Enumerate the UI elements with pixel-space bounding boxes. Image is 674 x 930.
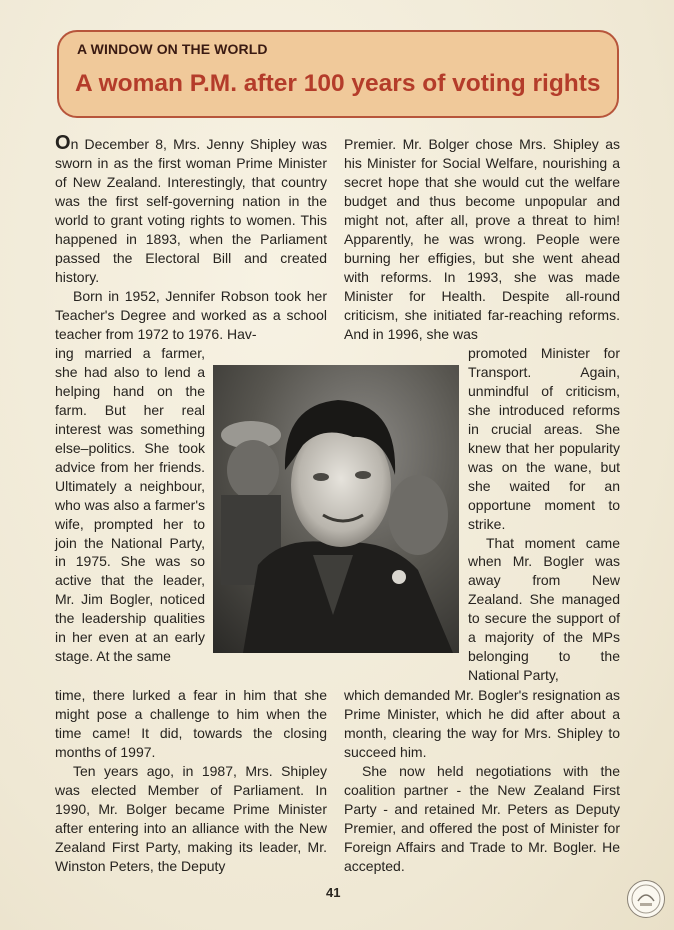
paragraph-premier: Premier. Mr. Bolger chose Mrs. Shipley as his Minister for Social Welfare, nourishing a secret hope that she would cut the welfare budget and thus become unpopular and might not, after all, prove a threat to him! Apparently, he was wrong. People were burning her effigies, but she went ahead with reforms. In 1993, she was made Minister for Health. Despite all-round criticism, she initiated far-reaching reforms. And in 1996, she was	[344, 136, 620, 342]
intro-text: n December 8, Mrs. Jenny Shipley was sworn in as the first woman Prime Minister of New Zealand. Interestingly, that country was the first self-governing nation in the world to grant voting rights to women. This happened in 1893, when the Parliament passed the Electoral Bill and created history.	[55, 136, 327, 285]
portrait-image	[213, 365, 459, 653]
page-number: 41	[326, 885, 341, 900]
portrait-photo	[213, 365, 459, 653]
paragraph-resignation: which demanded Mr. Bogler's resignation as Prime Minister, which he did after about a month, clearing the way for Mrs. Shipley to succeed him.	[344, 687, 620, 760]
right-column-top	[344, 135, 620, 343]
paragraph-moment: That moment came when Mr. Bogler was away from New Zealand. She managed to secure the support of a majority of the MPs belonging to the National Party,	[468, 534, 620, 684]
left-column-top	[55, 132, 327, 343]
dropcap: O	[55, 132, 71, 154]
left-column-bottom	[55, 686, 327, 876]
paragraph-fear: time, there lurked a fear in him that she might pose a challenge to him when the time came! It did, towards the closing months of 1997.	[55, 687, 327, 760]
header-box	[57, 30, 619, 118]
headline: A woman P.M. after 100 years of voting rights	[75, 70, 601, 97]
library-stamp-icon	[627, 880, 665, 918]
paragraph-farmer: ing married a farmer, she had also to lend a helping hand on the farm. But her real interest was something else–politics. She took advice from her friends. Ultimately a neighbour, who was also a farmer's wife, prompted her to join the National Party, in 1975. She was so active that the leader, Mr. Jim Bogler, noticed the leadership qualities in her even at an early stage. At the same	[55, 345, 205, 665]
paragraph-ten-years: Ten years ago, in 1987, Mrs. Shipley was elected Member of Parliament. In 1990, Mr. Bolger became Prime Minister after entering into an alliance with the New Zealand First Party, making its leader, Mr. Winston Peters, the Deputy	[55, 762, 327, 874]
paragraph-born: Born in 1952, Jennifer Robson took her Teacher's Degree and worked as a school teacher from 1972 to 1976. Hav-	[55, 287, 327, 342]
paragraph-transport: promoted Minister for Transport. Again, unmindful of criticism, she introduced reforms in crucial areas. She knew that her popularity was on the wane, but she waited for an opportune moment to strike.	[468, 345, 620, 532]
section-label: A WINDOW ON THE WORLD	[77, 41, 268, 57]
left-column-narrow	[55, 344, 205, 666]
paragraph-negotiations: She now held negotiations with the coalition partner - the New Zealand First Party - and retained Mr. Peters as Deputy Premier, and offered the post of Minister for Foreign Affairs and Trade to Mr. Bogler. He accepted.	[344, 762, 620, 874]
paragraph-intro	[55, 132, 327, 287]
right-column-narrow	[468, 344, 620, 685]
right-column-bottom	[344, 686, 620, 876]
